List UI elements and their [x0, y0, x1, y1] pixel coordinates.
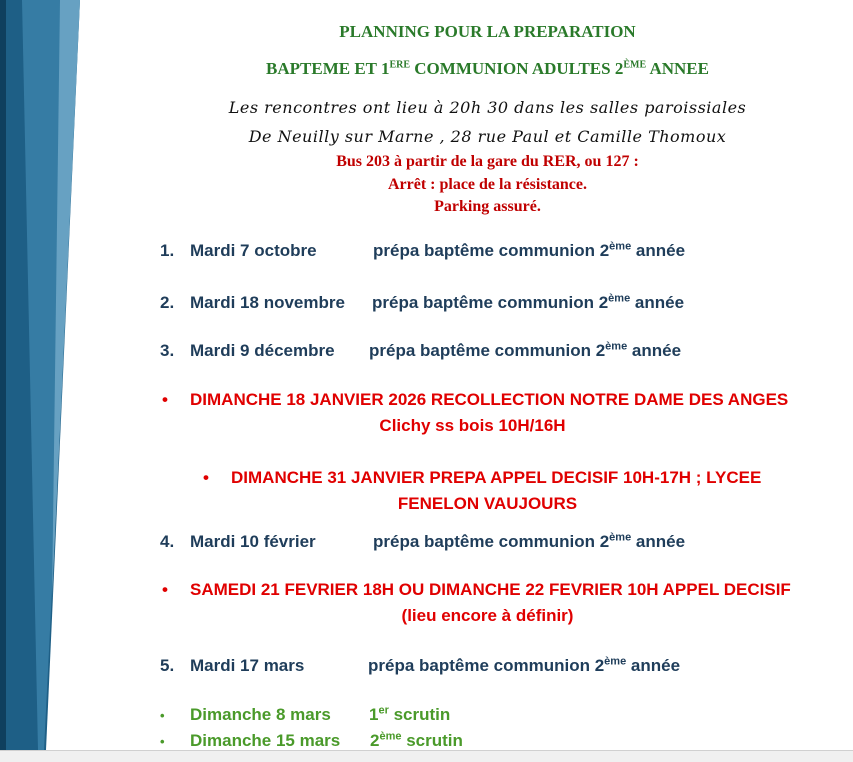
- list-item: 3. Mardi 9 décembre prépa baptême communion 2ème année: [160, 340, 682, 360]
- list-item: 4. Mardi 10 février prépa baptême communion 2ème année: [160, 531, 686, 551]
- list-item: 2. Mardi 18 novembre prépa baptême communion 2ème année: [160, 292, 685, 312]
- info-bus: Bus 203 à partir de la gare du RER, ou 127 :: [336, 153, 639, 170]
- info-line-meetings: Les rencontres ont lieu à 20h 30 dans les salles paroissiales: [228, 98, 747, 117]
- event-appel-place: (lieu encore à définir): [401, 606, 574, 625]
- scrutin-item: • Dimanche 15 mars 2ème scrutin: [160, 730, 463, 750]
- event-recollection-place: Clichy ss bois 10H/16H: [379, 416, 566, 435]
- event-prepa-appel: • DIMANCHE 31 JANVIER PREPA APPEL DECISIF 10H-17H ; LYCEE: [203, 468, 762, 487]
- info-stop: Arrêt : place de la résistance.: [387, 176, 588, 193]
- heading-planning: PLANNING POUR LA PREPARATION: [339, 22, 636, 41]
- heading-bapteme: BAPTEME ET 1ERE COMMUNION ADULTES 2ÈME ANNEE: [266, 59, 709, 78]
- list-item: 5. Mardi 17 mars prépa baptême communion 2ème année: [160, 655, 681, 675]
- event-prepa-appel-place: FENELON VAUJOURS: [397, 494, 578, 513]
- scrutin-item: • Dimanche 8 mars 1er scrutin: [160, 704, 451, 724]
- status-bar: [0, 750, 853, 762]
- info-parking: Parking assuré.: [434, 198, 541, 215]
- info-line-address: De Neuilly sur Marne , 28 rue Paul et Camille Thomoux: [248, 127, 727, 146]
- event-recollection: • DIMANCHE 18 JANVIER 2026 RECOLLECTION NOTRE DAME DES ANGES: [162, 390, 789, 409]
- list-item: 1. Mardi 7 octobre prépa baptême communion 2ème année: [160, 240, 686, 260]
- event-appel-decisif: • SAMEDI 21 FEVRIER 18H OU DIMANCHE 22 FEVRIER 10H APPEL DECISIF: [162, 580, 791, 599]
